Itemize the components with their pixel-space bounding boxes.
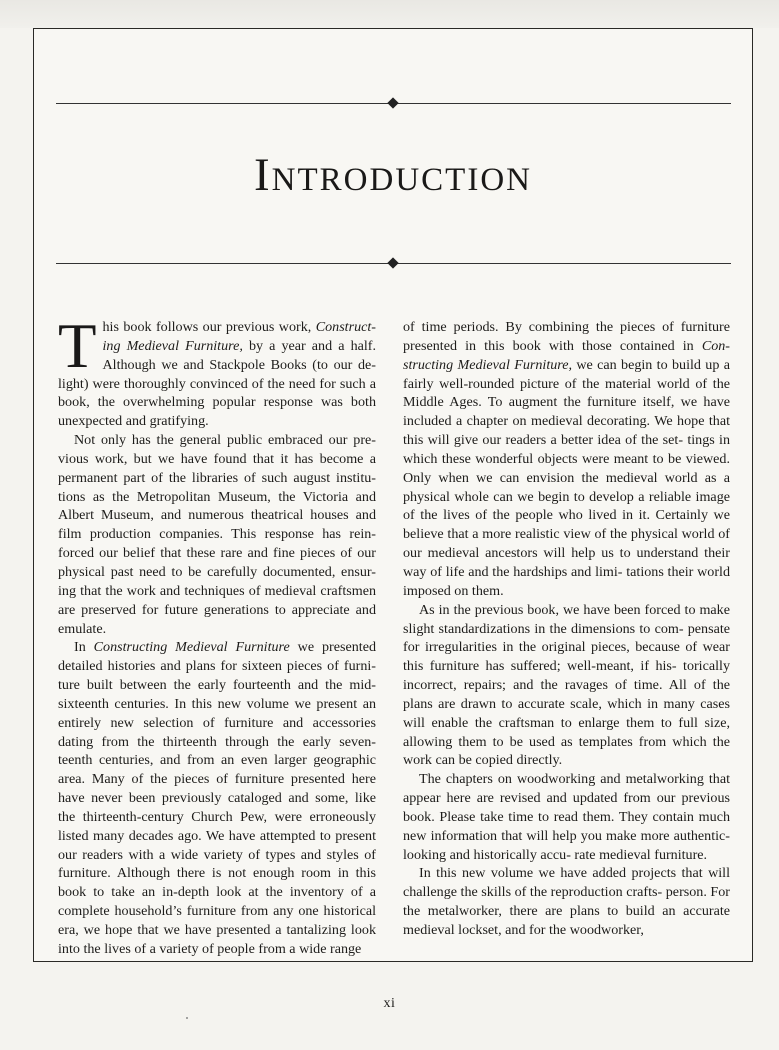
book-title-italic: Construct- ing Medieval Furniture, xyxy=(102,319,376,354)
paragraph-text: In xyxy=(74,639,94,656)
book-title-italic: Constructing Medieval Furniture xyxy=(93,639,290,656)
paragraph xyxy=(58,311,376,431)
chapter-title: Introduction xyxy=(254,149,532,201)
paragraph xyxy=(58,638,376,958)
paragraph-text: by a year and a half. Although we and Stackpole Books (to our de- light) were thoroughly convinced of the need for such a book, the overwhelming popular response was both unexpected and gratifying. xyxy=(58,337,376,430)
ornamental-rule-top xyxy=(56,98,731,110)
paragraph: Not only has the general public embraced our pre- vious work, but we have found that it has become a permanent part of the libraries of such august institu- tions as the Metropolitan Museum, the Victoria and Albert Museum, and numerous theatrical houses and film production companies. This response has rein- forced our belief that these rare and fine pieces of our physical past need to be carefully documented, ensur- ing that the work and techniques of medieval craftsmen are preserved for future generations to appreciate and emulate. xyxy=(58,432,376,637)
drop-cap: T xyxy=(58,311,97,381)
page-number: xi xyxy=(383,996,396,1011)
paragraph xyxy=(403,318,730,601)
ornamental-rule-bottom xyxy=(56,258,731,270)
paragraph: In this new volume we have added projects that will challenge the skills of the reproduction crafts- person. For the metalworker, there are plans to build an accurate medieval lockset, and for the woodworker, xyxy=(403,865,730,938)
book-title-italic: Con- structing Medieval Furniture, xyxy=(403,337,730,373)
right-text-column xyxy=(403,318,730,940)
scan-speck xyxy=(186,1017,188,1019)
paragraph: As in the previous book, we have been forced to make slight standardizations in the dimensions to com- pensate for irregularities in the original pieces, because of wear this furniture has suffered; well-meant, if his- torically incorrect, repairs; and the ravages of time. All of the plans are drawn to accurate scale, which in many cases will enable the craftsman to enlarge them to full size, allowing them to be used as templates from which the work can be copied directly. xyxy=(403,601,730,769)
left-text-column xyxy=(58,311,376,959)
paragraph-text: of time periods. By combining the pieces of furniture presented in this book with those contained in xyxy=(403,319,730,354)
paragraph-text: we presented detailed histories and plans for sixteen pieces of furni- ture built between the early fourteenth and the mid- sixteenth centuries. In this new volume we present an entirely new selection of furniture and accessories dating from the thirteenth through the early seven- teenth centuries, and from an even larger geographic area. Many of the pieces of furniture presented here have never been previously cataloged and some, like the thirteenth-century Church Pew, were erroneously listed many decades ago. We have attempted to present our readers with a wide variety of types and styles of furniture. Although there is not enough room in this book to take an in-depth look at the inventory of a complete household’s furniture from any one historical era, we hope that we have presented a tantalizing look into the lives of a variety of people from a wide range xyxy=(58,639,376,957)
paragraph-text: we can begin to build up a fairly well-rounded picture of the material world of the Middle Ages. To augment the furniture itself, we have included a chapter on medieval decorating. We hope that this will give our readers a better idea of the set- tings in which these wonderful objects were meant to be viewed. Only when we can envision the medieval world as a physical whole can we begin to develop a reliable image of the lives of the people who lived in it. Certainly we believe that a more realistic view of the physical world of our medieval ancestors will help us to understand their way of life and the hardships and limi- tations their world imposed on them. xyxy=(403,356,730,599)
paragraph: The chapters on woodworking and metalworking that appear here are revised and updated from our previous book. Please take time to read them. They contain much new information that will help you make more authentic-looking and historically accu- rate medieval furniture. xyxy=(403,771,730,863)
diamond-ornament-icon xyxy=(387,97,398,108)
diamond-ornament-icon xyxy=(387,257,398,268)
scan-edge xyxy=(0,0,779,28)
paragraph-text: his book follows our previous work, xyxy=(102,319,316,335)
